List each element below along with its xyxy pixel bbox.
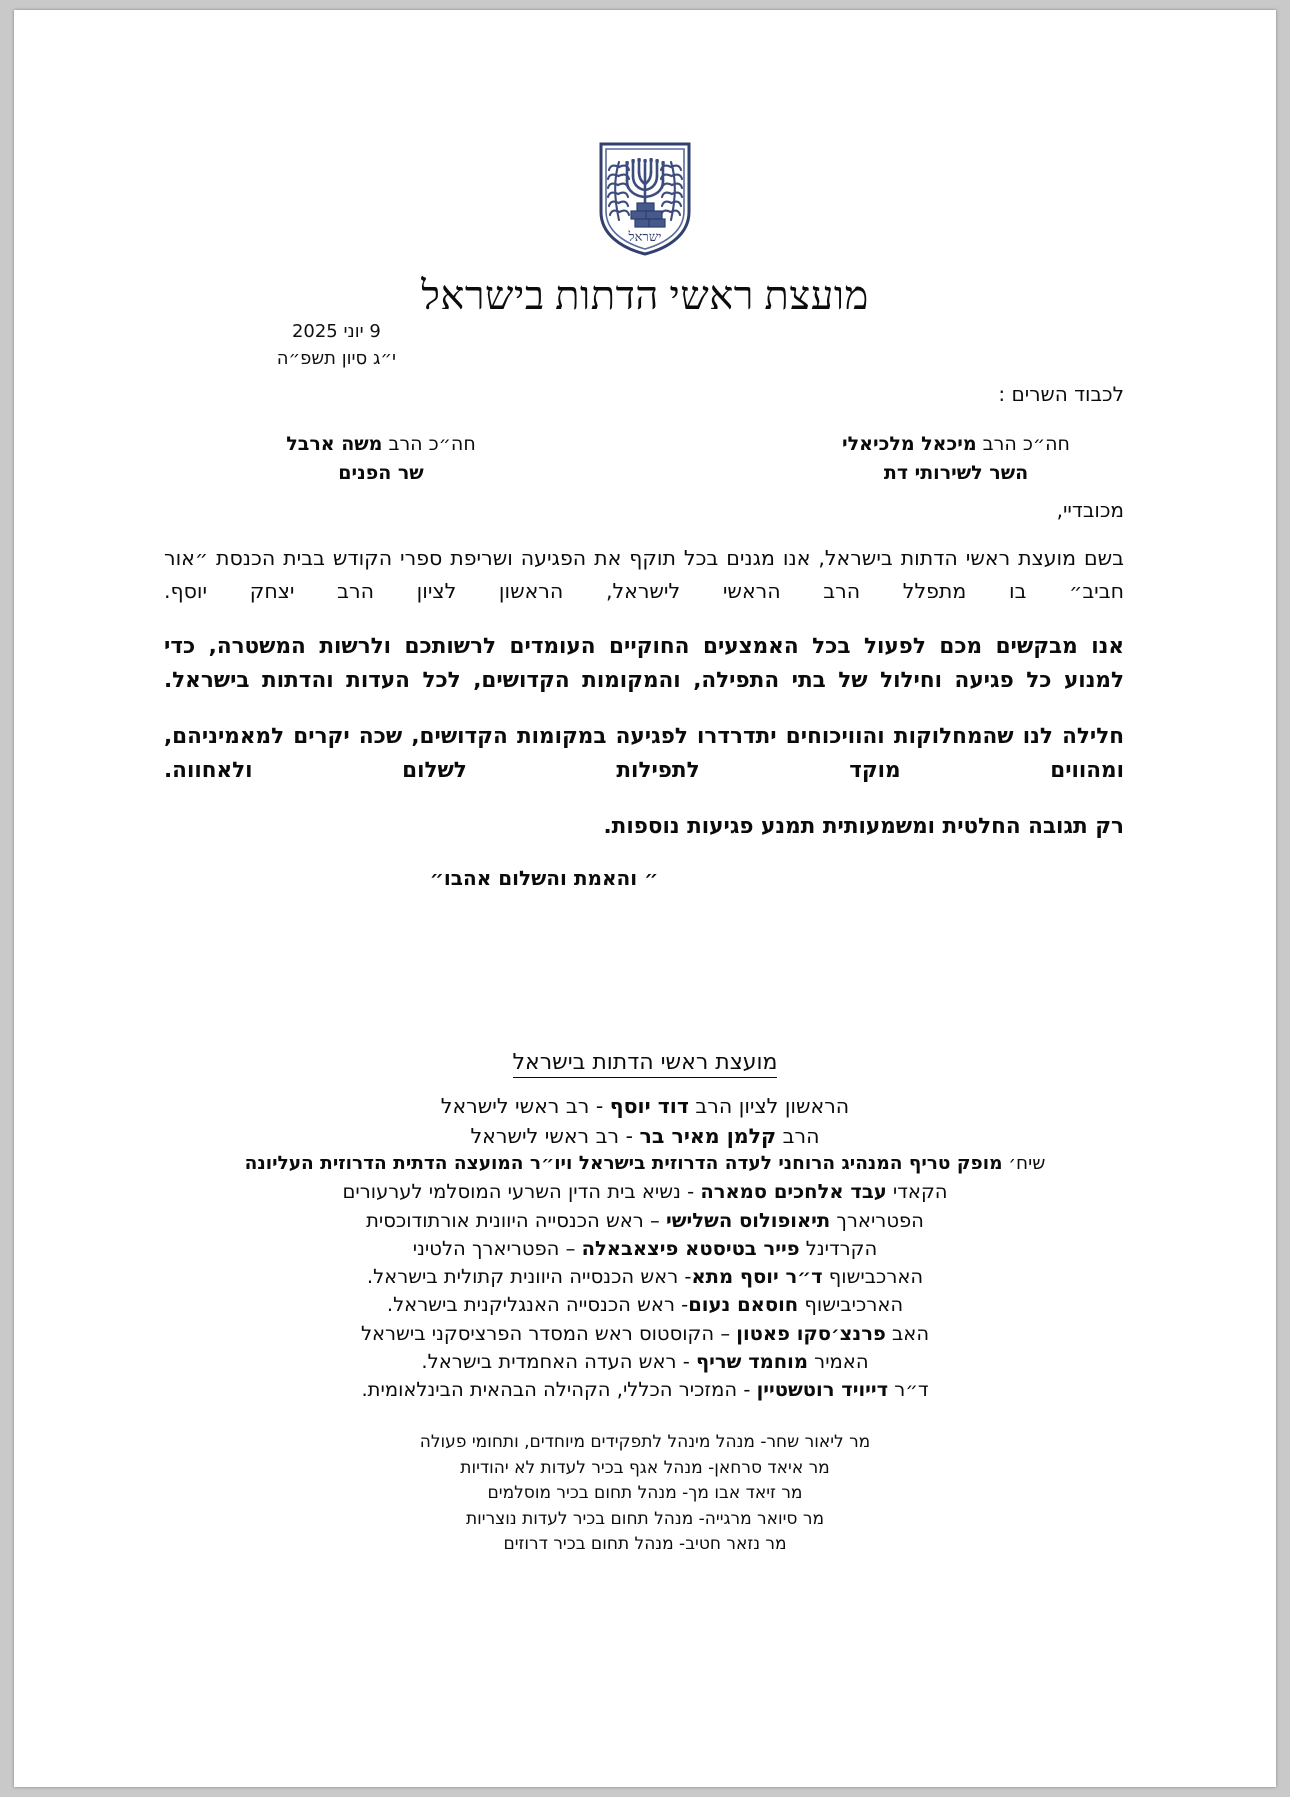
addressee-2 — [216, 430, 546, 489]
signatory-suffix: - ראש הכנסייה האנגליקנית בישראל. — [386, 1293, 689, 1317]
signatory-name: דייויד רוטשטיין — [756, 1378, 889, 1402]
signatory-suffix: המנהיג הרוחני לעדה הדרוזית בישראל ויו״ר המועצה הדתית הדרוזית העליונה — [244, 1153, 909, 1175]
signatory-prefix: הקרדינל — [799, 1236, 878, 1260]
body-paragraph: אנו מבקשים מכם לפעול בכל האמצעים החוקיים העומדים לרשותכם ולרשות המשטרה, כדי למנוע כל פגיעה וחילול של בתי התפילה, והמקומות הקדושים, לכל העדות והדתות בישראל. — [164, 634, 1124, 694]
date-gregorian: 9 יוני 2025 — [291, 321, 381, 342]
signature-heading — [14, 1050, 1276, 1075]
signatory-prefix: הארכיבישוף — [798, 1293, 904, 1317]
staff-row: מר איאד סרחאן- מנהל אגף בכיר לעדות לא יהודיות — [460, 1457, 830, 1478]
signatory-row — [14, 1348, 1276, 1376]
svg-text:ישראל: ישראל — [628, 229, 662, 244]
staff-row: מר נזאר חטיב- מנהל תחום בכיר דרוזים — [503, 1534, 787, 1554]
signatory-suffix: – ראש הכנסייה היוונית אורתודוכסית — [366, 1208, 666, 1232]
signatory-row — [14, 1092, 1276, 1122]
staff-list — [14, 1430, 1276, 1558]
signatory-prefix: ד״ר — [888, 1378, 929, 1402]
signatory-name: מופק טריף — [908, 1153, 1003, 1175]
signatory-suffix: – הקוסטוס ראש המסדר הפרציסקני בישראל — [360, 1321, 737, 1345]
letter-body — [164, 542, 1124, 890]
signatory-row — [14, 1291, 1276, 1319]
signatory-suffix: - המזכיר הכללי, הקהילה הבהאית הבינלאומית. — [361, 1378, 757, 1402]
signatory-row — [14, 1178, 1276, 1206]
date-block — [277, 318, 396, 372]
signatory-prefix: הרב — [776, 1123, 820, 1148]
signatory-suffix: – הפטריארך הלטיני — [412, 1236, 582, 1260]
addressee-2-role: שר הפנים — [338, 462, 424, 485]
page-title: מועצת ראשי הדתות בישראל — [421, 273, 869, 318]
signatory-suffix: - נשיא בית הדין השרעי המוסלמי לערעורים — [342, 1180, 701, 1204]
signatory-name: עבד אלחכים סמארה — [700, 1180, 887, 1204]
body-paragraph: בשם מועצת ראשי הדתות בישראל, אנו מגנים בכל תוקף את הפגיעה ושריפת ספרי הקודש בבית הכנסת ״אור חביב״ בו מתפלל הרב הראשי לישראל, הראשון לציון הרב יצחק יוסף. — [164, 546, 1124, 604]
signatory-name: דוד יוסף — [609, 1094, 689, 1118]
signature-heading-text: מועצת ראשי הדתות בישראל — [513, 1050, 778, 1078]
signatory-suffix: - ראש הכנסייה היוונית קתולית בישראל. — [366, 1265, 692, 1289]
signatory-name: חוסאם נעום — [688, 1293, 799, 1317]
israel-state-emblem-icon — [597, 140, 693, 258]
signatory-row — [14, 1263, 1276, 1291]
date-hebrew: י״ג סיון תשפ״ה — [276, 348, 396, 369]
addressee-2-fullname: משה ארבל — [286, 433, 383, 455]
staff-row: מר זיאד אבו מך- מנהל תחום בכיר מוסלמים — [487, 1483, 803, 1503]
addressee-2-name — [216, 430, 546, 459]
signatory-suffix: - ראש העדה האחמדית בישראל. — [421, 1349, 696, 1373]
signatory-name: פרנצ׳סקו פאטון — [736, 1321, 886, 1345]
page-content — [14, 10, 1276, 1787]
signatory-suffix: - רב ראשי לישראל — [470, 1123, 640, 1148]
signatory-name: מוחמד שריף — [695, 1349, 808, 1373]
signatory-prefix: הראשון לציון הרב — [688, 1094, 850, 1118]
closing-quote: ״ והאמת והשלום אהבו״ — [429, 866, 659, 891]
signatory-name: קלמן מאיר בר — [639, 1123, 777, 1148]
signatory-row — [14, 1207, 1276, 1235]
addressee-1-role: השר לשירותי דת — [883, 462, 1029, 485]
signatory-suffix: - רב ראשי לישראל — [440, 1094, 610, 1118]
addressee-1-fullname: מיכאל מלכיאלי — [842, 433, 977, 455]
signatory-prefix: שיח׳ — [1002, 1153, 1046, 1175]
signatory-name: פייר בטיסטא פיצאבאלה — [581, 1236, 800, 1260]
signatory-row — [14, 1235, 1276, 1263]
addressee-1-name — [806, 430, 1106, 459]
signatory-list — [14, 1092, 1276, 1404]
signatory-row — [14, 1320, 1276, 1348]
addressee-1 — [806, 430, 1106, 489]
body-paragraph: חלילה לנו שהמחלוקות והוויכוחים יתדרדרו לפגיעה במקומות הקדושים, שכה יקרים למאמיניהם, ומהווים מוקד לתפילות לשלום ולאחווה. — [164, 724, 1124, 784]
signatory-row — [14, 1122, 1276, 1152]
signatory-prefix: האמיר — [807, 1349, 869, 1373]
signatory-prefix: הקאדי — [886, 1180, 948, 1204]
addressee-1-prefix: חה״כ הרב — [982, 433, 1070, 455]
addressee-block — [166, 430, 1126, 489]
emblem-container — [14, 140, 1276, 263]
addressee-label: לכבוד השרים : — [998, 382, 1124, 406]
salutation: מכובדיי, — [1056, 498, 1124, 522]
body-paragraph: רק תגובה החלטית ומשמעותית תמנע פגיעות נוספות. — [603, 814, 1124, 840]
staff-row: מר ליאור שחר- מנהל מינהל לתפקידים מיוחדים, ותחומי פעולה — [419, 1432, 871, 1452]
signatory-name: ד״ר יוסף מתא — [691, 1265, 823, 1289]
signatory-prefix: האב — [885, 1321, 930, 1345]
signatory-row — [14, 1151, 1276, 1178]
staff-row: מר סיואר מרגייה- מנהל תחום בכיר לעדות נוצריות — [465, 1508, 825, 1529]
signatory-name: תיאופולוס השלישי — [665, 1208, 831, 1232]
signatory-prefix: הארכבישוף — [822, 1265, 924, 1289]
signatory-row — [14, 1376, 1276, 1404]
signatory-prefix: הפטריארך — [830, 1208, 924, 1232]
document-page — [14, 10, 1276, 1787]
addressee-2-prefix: חה״כ הרב — [388, 433, 476, 455]
